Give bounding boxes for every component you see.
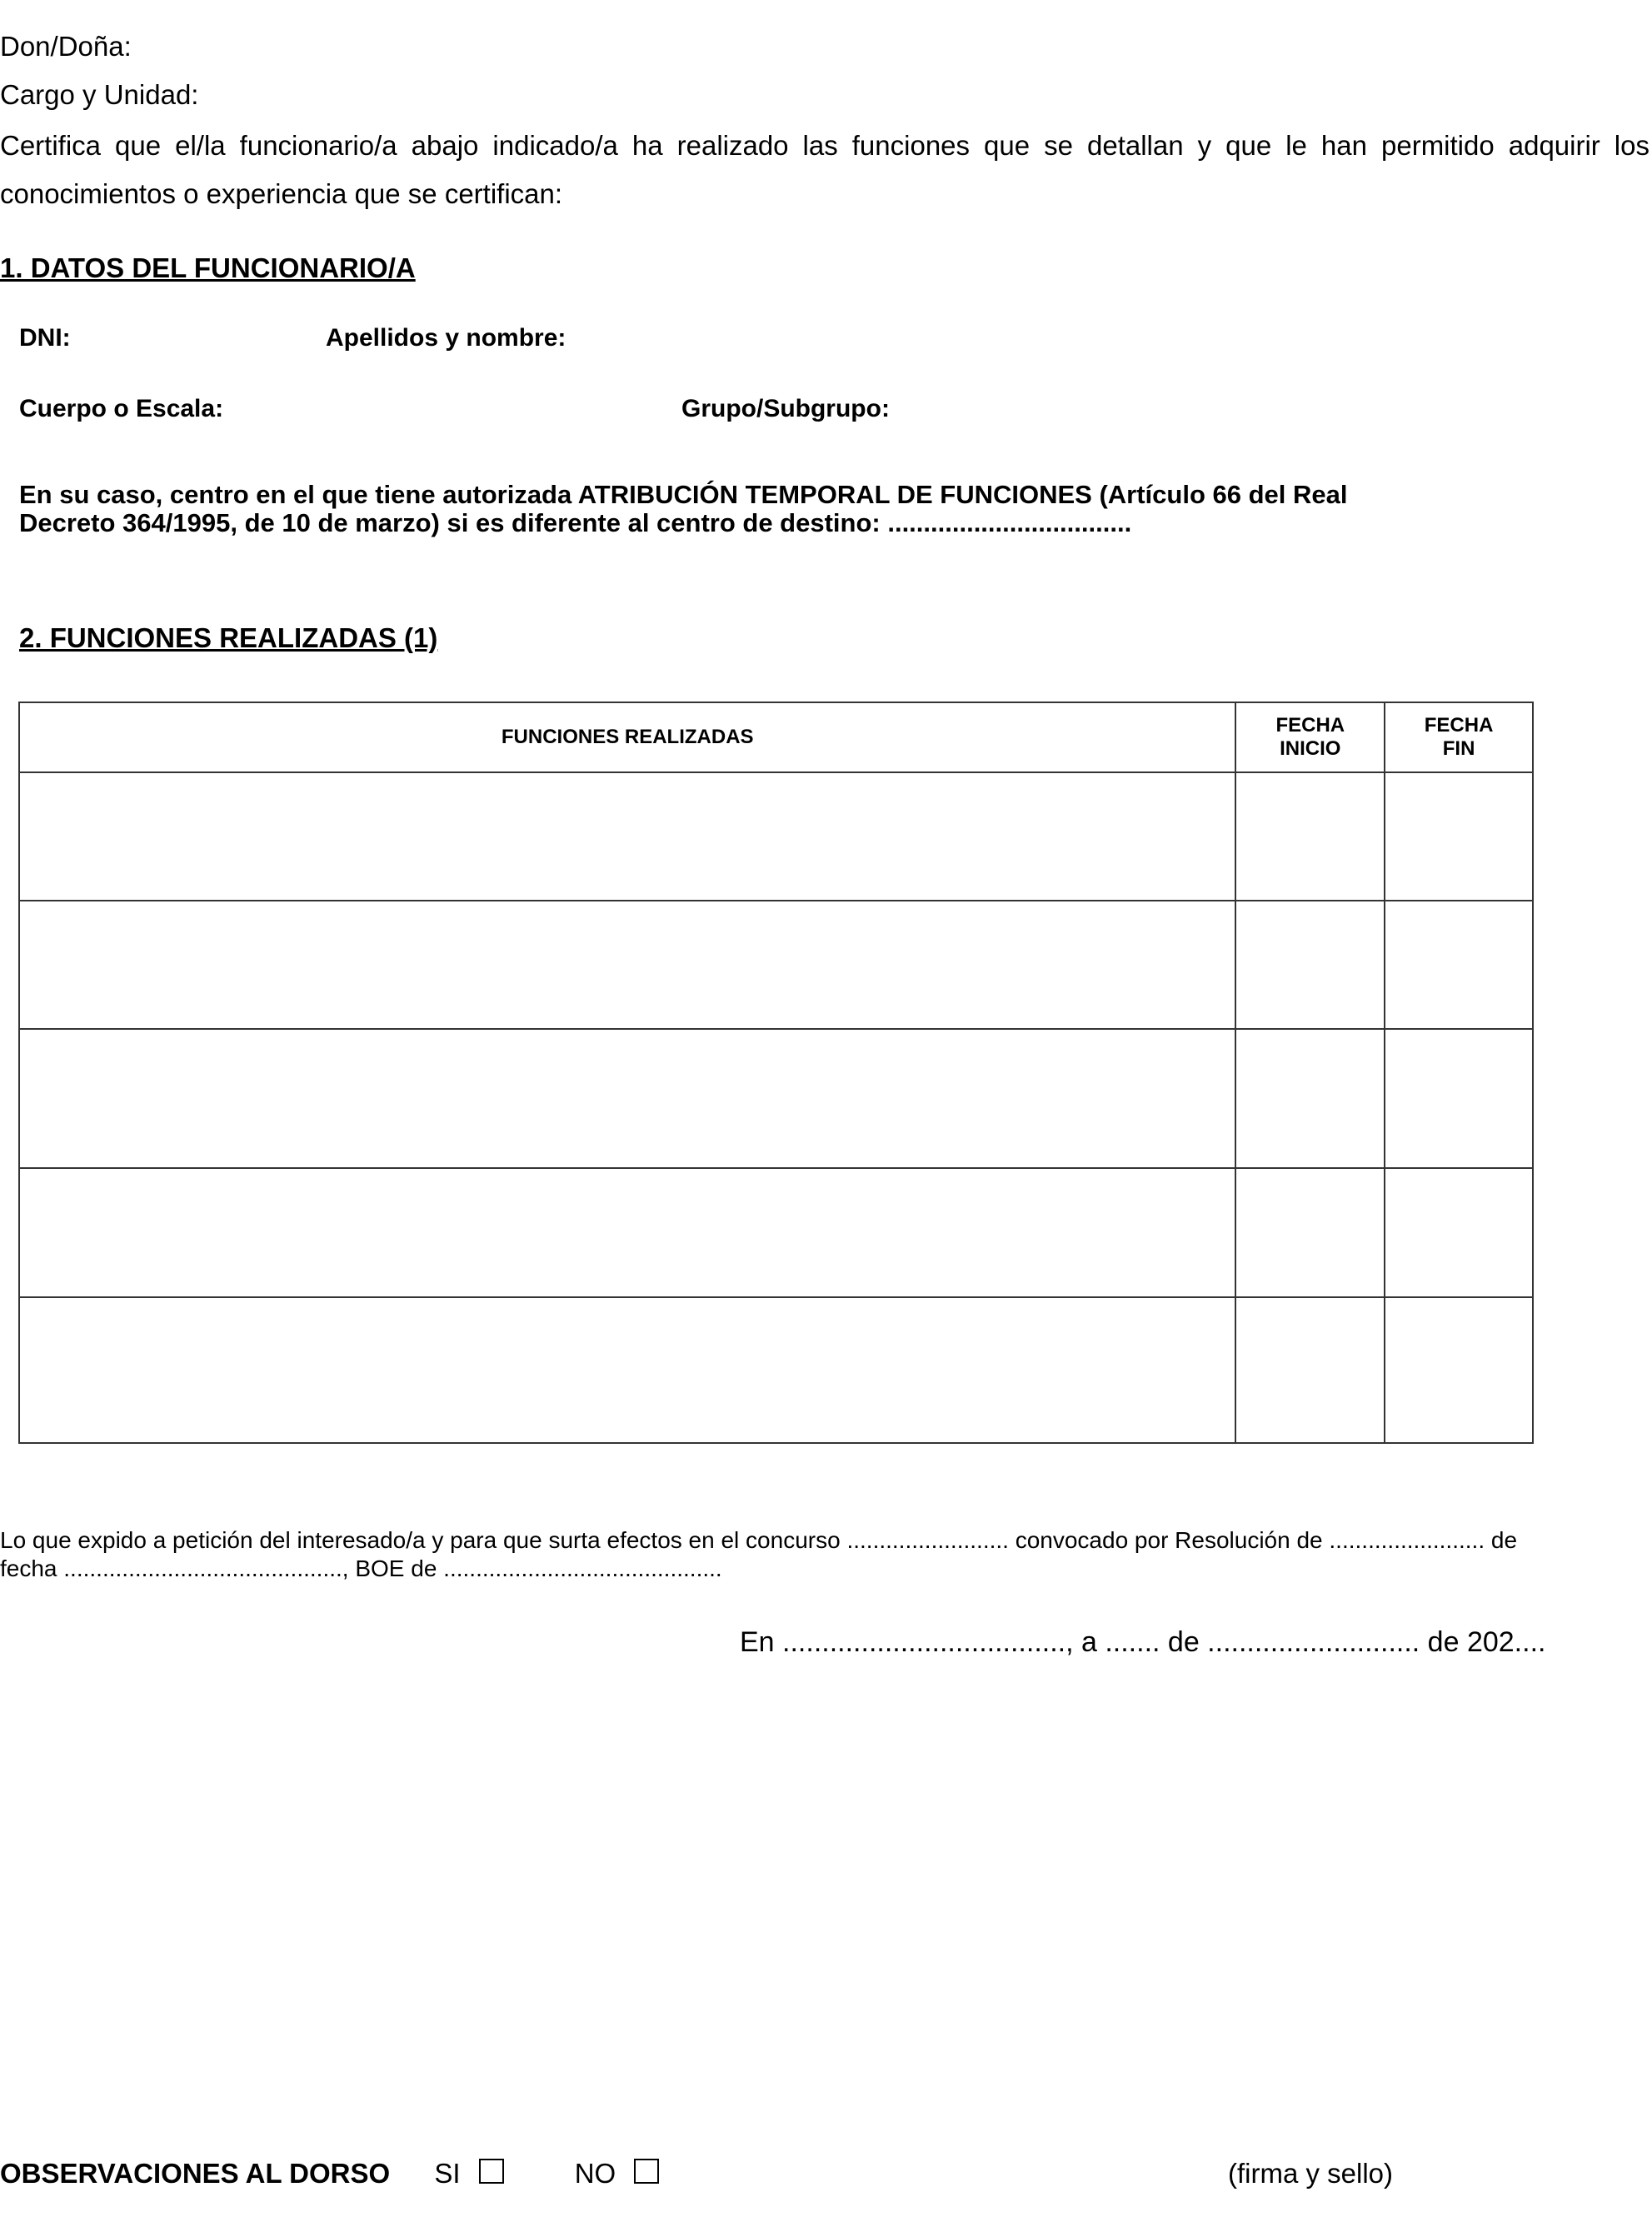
table-row <box>19 772 1533 901</box>
fecha-inicio-cell[interactable] <box>1235 1297 1385 1443</box>
fecha-inicio-cell[interactable] <box>1235 1168 1385 1297</box>
fecha-inicio-cell[interactable] <box>1235 1029 1385 1168</box>
table-row <box>19 1029 1533 1168</box>
table-row <box>19 1168 1533 1297</box>
col-fecha-fin: FECHA FIN <box>1385 702 1533 772</box>
lugar-fecha-line: En ...................................., a ....... de ........................... de 202.... <box>740 1626 1546 1658</box>
no-checkbox[interactable] <box>634 2159 659 2184</box>
fecha-inicio-cell[interactable] <box>1235 901 1385 1029</box>
fecha-fin-cell[interactable] <box>1385 1029 1533 1168</box>
table-row <box>19 1297 1533 1443</box>
col-fecha-inicio: FECHA INICIO <box>1235 702 1385 772</box>
observaciones-label: OBSERVACIONES AL DORSO <box>0 2158 391 2189</box>
don-dona-label: Don/Doña: <box>0 31 132 62</box>
si-checkbox[interactable] <box>479 2159 504 2184</box>
section-1-title: 1. DATOS DEL FUNCIONARIO/A <box>0 252 416 283</box>
grupo-subgrupo-label: Grupo/Subgrupo: <box>681 395 890 422</box>
table-header-row <box>19 702 1533 772</box>
fecha-fin-cell[interactable] <box>1385 901 1533 1029</box>
dni-label: DNI: <box>19 324 71 352</box>
expido-text: Lo que expido a petición del interesado/a y para que surta efectos en el concurso ......................... convocado por Resolución de ........................ de fecha ..........................................., BOE de ........................................... <box>0 1527 1518 1581</box>
fecha-fin-cell[interactable] <box>1385 1168 1533 1297</box>
fecha-fin-cell[interactable] <box>1385 1297 1533 1443</box>
funcion-cell[interactable] <box>19 772 1235 901</box>
section-2-title: 2. FUNCIONES REALIZADAS (1) <box>19 622 438 653</box>
observaciones-row <box>0 2158 659 2190</box>
si-label: SI <box>434 2158 461 2189</box>
funcion-cell[interactable] <box>19 1297 1235 1443</box>
cargo-unidad-label: Cargo y Unidad: <box>0 79 199 110</box>
table-row <box>19 901 1533 1029</box>
cuerpo-escala-label: Cuerpo o Escala: <box>19 395 224 422</box>
funcion-cell[interactable] <box>19 1168 1235 1297</box>
funciones-table <box>18 702 1534 1444</box>
firma-sello-label: (firma y sello) <box>1228 2158 1394 2189</box>
no-label: NO <box>574 2158 616 2189</box>
atribucion-temporal-text: En su caso, centro en el que tiene autorizada ATRIBUCIÓN TEMPORAL DE FUNCIONES (Artículo 66 del Real Decreto 364/1995, de 10 de marzo) si es diferente al centro de destino: .................................. <box>19 480 1348 537</box>
fecha-inicio-cell[interactable] <box>1235 772 1385 901</box>
col-funciones-realizadas: FUNCIONES REALIZADAS <box>19 702 1235 772</box>
fecha-fin-cell[interactable] <box>1385 772 1533 901</box>
funcion-cell[interactable] <box>19 1029 1235 1168</box>
certifica-paragraph: Certifica que el/la funcionario/a abajo indicado/a ha realizado las funciones que se detallan y que le han permitido adquirir los conocimientos o experiencia que se certifican: <box>0 130 1650 209</box>
apellidos-nombre-label: Apellidos y nombre: <box>326 324 566 352</box>
funcion-cell[interactable] <box>19 901 1235 1029</box>
